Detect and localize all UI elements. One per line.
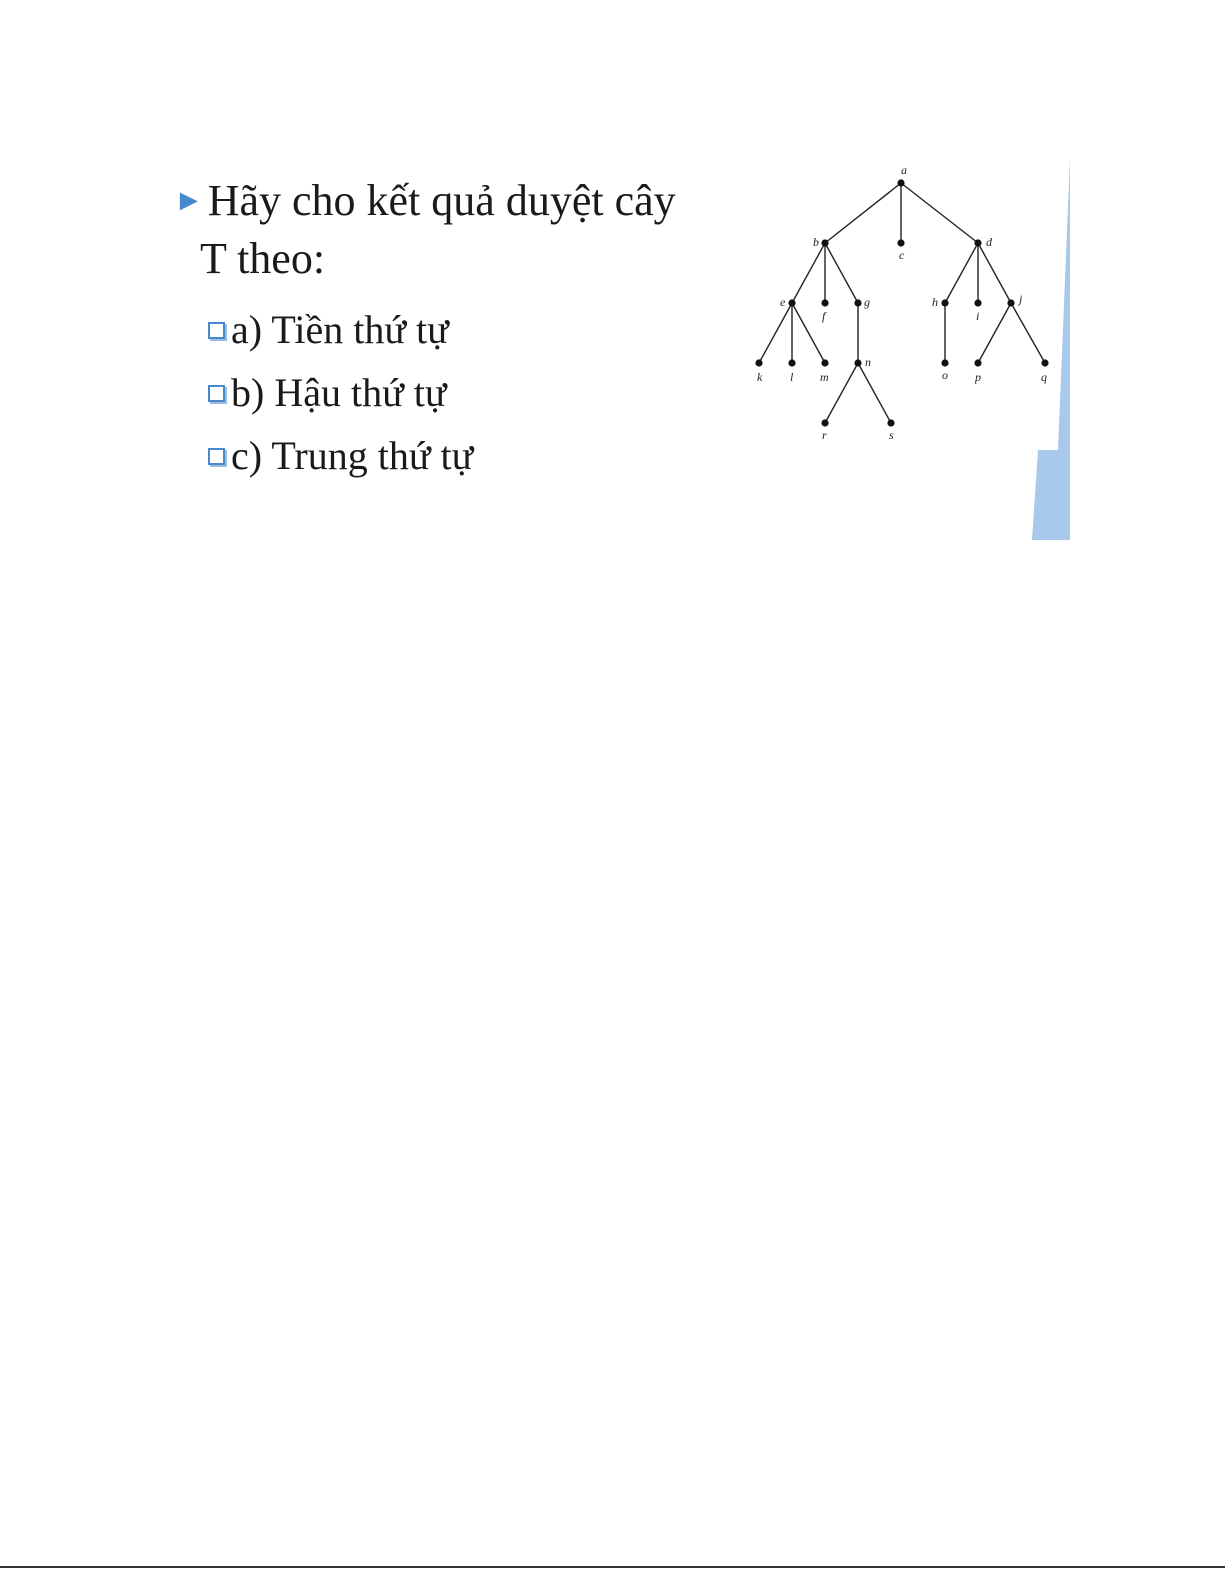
tree-node-label-d: d <box>986 235 992 249</box>
tree-edge-j-p <box>978 303 1011 363</box>
tree-node-label-f: f <box>822 309 826 323</box>
tree-edge-a-d <box>901 183 978 243</box>
tree-diagram <box>740 160 1060 450</box>
tree-node-j <box>1007 299 1014 306</box>
tree-node-label-q: q <box>1041 370 1047 384</box>
tree-edge-n-r <box>825 363 858 423</box>
tree-node-c <box>897 239 904 246</box>
tree-node-label-j: j <box>1019 292 1023 306</box>
tree-node-d <box>974 239 981 246</box>
sub-bullet-item <box>208 361 473 424</box>
sub-bullet-item <box>208 424 473 487</box>
tree-node-label-n: n <box>865 355 871 369</box>
tree-node-label-h: h <box>932 295 938 309</box>
tree-node-b <box>821 239 828 246</box>
tree-node-e <box>788 299 795 306</box>
tree-edge-d-h <box>945 243 978 303</box>
tree-node-label-m: m <box>820 370 829 384</box>
tree-edge-d-j <box>978 243 1011 303</box>
slide <box>0 0 1225 560</box>
tree-node-o <box>941 359 948 366</box>
tree-edge-a-b <box>825 183 901 243</box>
tree-node-a <box>897 179 904 186</box>
tree-node-label-a: a <box>901 163 907 177</box>
tree-edge-b-g <box>825 243 858 303</box>
tree-node-r <box>821 419 828 426</box>
decorative-accent-shape <box>1030 158 1070 540</box>
tree-edge-e-m <box>792 303 825 363</box>
square-bullet-icon <box>208 322 225 339</box>
tree-node-s <box>887 419 894 426</box>
tree-edge-e-k <box>759 303 792 363</box>
tree-node-p <box>974 359 981 366</box>
main-bullet-line2: T theo: <box>200 234 326 283</box>
tree-node-label-g: g <box>864 295 870 309</box>
main-bullet-line1: Hãy cho kết quả duyệt cây <box>207 176 676 225</box>
tree-node-label-c: c <box>899 248 905 262</box>
tree-node-i <box>974 299 981 306</box>
triangle-bullet-icon: ► <box>174 184 204 217</box>
tree-node-f <box>821 299 828 306</box>
tree-node-label-o: o <box>942 368 948 382</box>
page-bottom-rule <box>0 1566 1225 1568</box>
sub-bullet-item <box>208 298 473 361</box>
tree-node-label-k: k <box>757 370 763 384</box>
tree-node-label-l: l <box>790 370 794 384</box>
tree-edge-b-e <box>792 243 825 303</box>
tree-node-l <box>788 359 795 366</box>
tree-node-label-s: s <box>889 428 894 442</box>
tree-node-g <box>854 299 861 306</box>
tree-edge-n-s <box>858 363 891 423</box>
tree-node-m <box>821 359 828 366</box>
sub-bullet-list <box>208 298 473 487</box>
tree-node-label-b: b <box>813 235 819 249</box>
tree-node-n <box>854 359 861 366</box>
tree-node-label-p: p <box>975 370 981 384</box>
tree-edges <box>759 183 1045 423</box>
tree-node-label-e: e <box>780 295 786 309</box>
square-bullet-icon <box>208 385 225 402</box>
sub-bullet-label: c) Trung thứ tự <box>231 433 474 478</box>
sub-bullet-label: a) Tiền thứ tự <box>231 307 449 352</box>
tree-nodes <box>755 163 1048 442</box>
sub-bullet-label: b) Hậu thứ tự <box>231 370 447 415</box>
tree-node-label-r: r <box>822 428 827 442</box>
square-bullet-icon <box>208 448 225 465</box>
tree-node-h <box>941 299 948 306</box>
tree-node-label-i: i <box>976 309 980 323</box>
main-bullet <box>174 172 754 288</box>
tree-node-k <box>755 359 762 366</box>
